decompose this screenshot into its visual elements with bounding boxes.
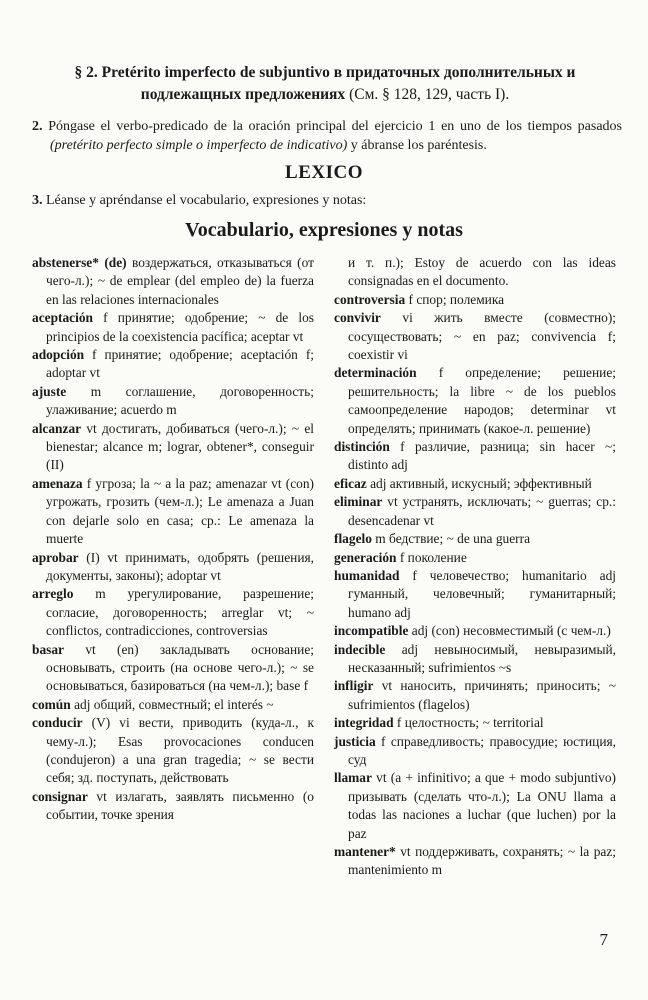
vocabulary-entry (334, 714, 616, 732)
section-number: § 2. (74, 64, 98, 81)
exercise-2 (32, 117, 622, 155)
entry-headword: eliminar (334, 494, 383, 510)
entry-headword: alcanzar (32, 420, 82, 436)
vocabulary-entry (334, 733, 616, 770)
entry-headword: infligir (334, 678, 374, 694)
entry-definition: воздержаться, отказываться (от чего-л.); ~ de emplear (del empleo de) la fuerza en las relaciones internacionales (46, 255, 314, 307)
entry-definition: vt достигать, добиваться (чего-л.); ~ el bienestar; alcance m; lograr, obtener*, conseguir (II) (46, 420, 314, 473)
entry-headword: común (32, 696, 71, 712)
entry-headword: indecible (334, 641, 386, 657)
vocabulary-entry (334, 291, 616, 309)
entry-definition: vt устранять, исключать; ~ guerras; ср.: desencadenar vt (348, 494, 616, 528)
vocabulary-entry (32, 714, 314, 788)
entry-definition: f угроза; la ~ a la paz; amenazar vt (con) угрожать, грозить (чем-л.); Le amenaza a Juan con dejarle solo en casa; ср.: Le amenaza la muerte (46, 475, 314, 547)
entry-headword: generación (334, 549, 397, 565)
entry-definition: vt (en) закладывать основание; основывать, строить (на основе чего-л.); ~ se основываться, базироваться (на чем-л.); base f (46, 641, 314, 694)
entry-headword: aceptación (32, 310, 93, 326)
entry-definition: vt излагать, заявлять письменно (о событии, точке зрения (46, 788, 314, 823)
entry-definition: m урегулирование, разрешение; согласие, договоренность; arreglar vt; ~ conflictos, contradicciones, controversias (46, 586, 314, 639)
entry-headword: distinción (334, 439, 390, 455)
exercise-2-text-c: y ábranse los paréntesis. (350, 138, 487, 153)
entry-headword: eficaz (334, 475, 367, 491)
section-reference: (См. § 128, 129, часть I). (349, 86, 510, 103)
vocabulary-entry (334, 843, 616, 880)
vocabulary-entry (32, 309, 314, 346)
page-number: 7 (599, 930, 608, 949)
vocabulary-entry (32, 585, 314, 640)
entry-headword: determinación (334, 365, 417, 381)
vocabulary-entry (334, 622, 616, 640)
entry-definition: f принятие; одобрение; aceptación f; adoptar vt (46, 347, 314, 381)
entry-definition: adj активный, искусный; эффективный (370, 475, 592, 491)
exercise-3-text: Léanse y apréndanse el vocabulario, expresiones y notas: (46, 193, 367, 208)
entry-definition: adj невыносимый, невыразимый, несказанный; sufrimientos ~s (348, 641, 616, 675)
entry-definition: f принятие; одобрение; ~ de los principios de la coexistencia pacífica; aceptar vt (46, 310, 314, 344)
entry-definition: vt (a + infinitivo; a que + modo subjuntivo) призывать (сделать что-л.); La ONU llama a todas las naciones a luchar (que luchen) por la paz (348, 770, 616, 841)
exercise-3-number: 3. (32, 193, 43, 208)
section-heading (40, 62, 610, 106)
vocabulary-entry (334, 309, 616, 364)
entry-headword: basar (32, 641, 64, 657)
vocabulary-entry (334, 493, 616, 530)
entry-definition: f поколение (399, 549, 467, 565)
lexico-heading: LEXICO (285, 162, 363, 183)
vocabulary-title: Vocabulario, expresiones y notas (185, 219, 463, 241)
vocabulary-entry (334, 254, 616, 291)
entry-headword: aprobar (32, 549, 79, 565)
vocabulary-entry (334, 475, 616, 493)
entry-headword: consignar (32, 788, 88, 804)
entry-headword: adopción (32, 347, 85, 363)
entry-headword: integridad (334, 715, 394, 731)
entry-headword: convivir (334, 310, 381, 326)
vocabulary-entry (32, 254, 314, 309)
entry-definition: f различие, разница; sin hacer ~; distinto adj (348, 439, 616, 473)
vocabulary-entry (334, 567, 616, 622)
entry-headword: controversia (334, 291, 406, 307)
exercise-3 (32, 191, 622, 210)
entry-headword: mantener* (334, 844, 396, 859)
entry-headword: justicia (334, 733, 376, 749)
vocabulary-entry (334, 549, 616, 567)
entry-definition: adj общий, совместный; el interés ~ (74, 696, 274, 712)
entry-definition: (I) vt принимать, одобрять (решения, документы, законы); adoptar vt (46, 549, 314, 583)
vocabulary-entry (334, 677, 616, 714)
entry-definition: vt наносить, причинять; приносить; ~ sufrimientos (flagelos) (348, 678, 616, 712)
vocabulary-entry (334, 364, 616, 438)
entry-definition: (V) vi вести, приводить (куда-л., к чему-л.); Esas provocaciones conducen (condujeron) a una gran tragedia; ~ se вести себя; зд. поступать, действовать (46, 715, 314, 786)
entry-headword: conducir (32, 715, 83, 731)
exercise-2-text-a: Póngase el verbo-predicado de la oración principal del ejercicio 1 en uno de los tiempos pasados (48, 119, 622, 134)
vocabulary-entry (32, 641, 314, 696)
vocabulary-column-right (334, 254, 616, 880)
entry-definition: vt поддерживать, сохранять; ~ la paz; mantenimiento m (348, 844, 616, 878)
entry-definition: f определение; решение; решительность; la libre ~ de los pueblos самоопределение народов; determinar vt определять; принимать (какое-л. решение) (348, 365, 616, 436)
entry-definition: f человечество; humanitario adj гуманный, человечный; гуманитарный; humano adj (348, 567, 616, 620)
vocabulary-entry (32, 696, 314, 714)
vocabulary-entry (32, 420, 314, 475)
vocabulary-entry (334, 438, 616, 475)
vocabulary-entry (32, 549, 314, 586)
entry-headword: llamar (334, 770, 372, 786)
entry-headword: arreglo (32, 586, 74, 602)
entry-headword: flagelo (334, 531, 372, 547)
vocabulary-column-left (32, 254, 314, 825)
entry-definition: и т. п.); Estoy de acuerdo con las ideas consignadas en el documento. (348, 255, 616, 289)
exercise-2-number: 2. (32, 119, 43, 134)
exercise-2-text-b: (pretérito perfecto simple o imperfecto de indicativo) (50, 138, 348, 153)
vocabulary-entry (334, 530, 616, 548)
section-title: Pretérito imperfecto de subjuntivo в придаточных дополнительных и подлежащных предложениях (101, 64, 576, 103)
entry-definition: m соглашение, договоренность; улаживание; acuerdo m (46, 383, 314, 418)
entry-definition: f спор; полемика (408, 291, 505, 307)
entry-definition: adj (con) несовместимый (с чем-л.) (411, 623, 611, 639)
entry-headword: ajuste (32, 383, 67, 399)
entry-headword: incompatible (334, 623, 409, 639)
vocabulary-entry (32, 788, 314, 825)
entry-definition: f справедливость; правосудие; юстиция, суд (348, 733, 616, 767)
entry-headword: humanidad (334, 567, 400, 583)
vocabulary-entry (32, 383, 314, 420)
vocabulary-entry (334, 769, 616, 843)
entry-definition: m бедствие; ~ de una guerra (375, 531, 531, 547)
vocabulary-entry (334, 641, 616, 678)
vocabulary-entry (32, 475, 314, 549)
entry-definition: vi жить вместе (совместно); сосуществовать; ~ en paz; convivencia f; coexistir vi (348, 310, 616, 363)
entry-headword: amenaza (32, 475, 83, 491)
entry-headword: abstenerse* (de) (32, 255, 127, 270)
vocabulary-entry (32, 346, 314, 383)
entry-definition: f целостность; ~ territorial (396, 715, 544, 731)
